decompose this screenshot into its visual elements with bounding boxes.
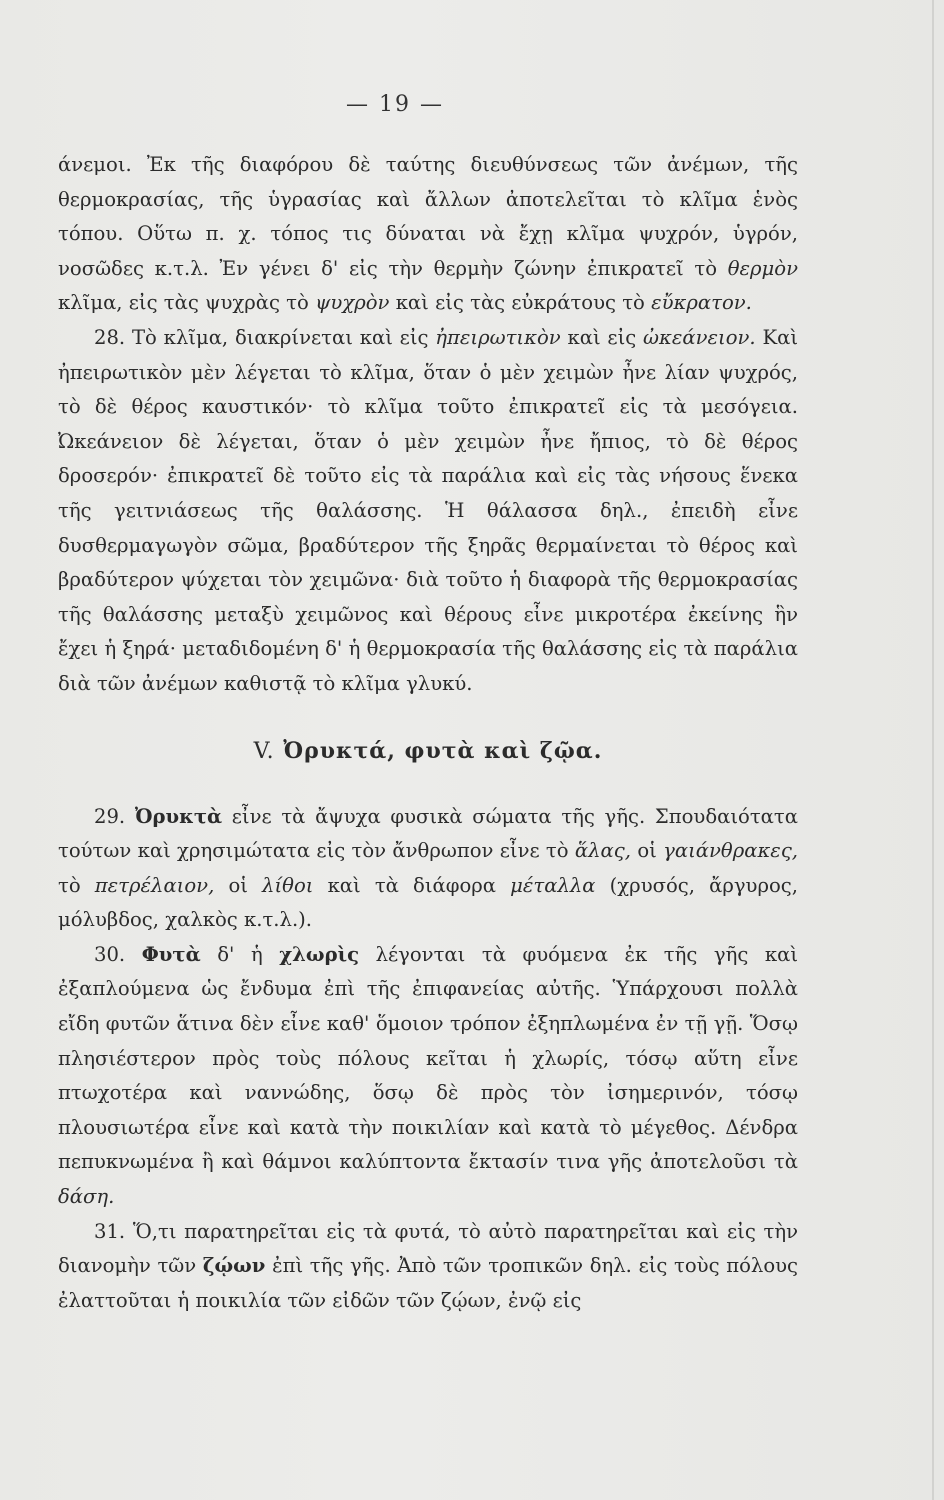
text-run: οἱ — [637, 839, 657, 863]
emphasis-term: ὠκεάνειον. — [643, 325, 756, 349]
emphasis-term: λίθοι — [262, 873, 314, 897]
emphasis-term: ἅλας, — [574, 839, 631, 863]
text-run: (χρυσός, ἄργυρος, μόλυβδος, χαλκὸς κ.τ.λ.). — [58, 873, 798, 932]
paragraph-climate-intro — [58, 148, 798, 321]
text-run: καὶ εἰς — [567, 325, 637, 349]
paragraph-30 — [58, 938, 798, 1215]
text-run: Καὶ ἠπειρωτικὸν μὲν λέγεται τὸ κλῖμα, ὅταν ὁ μὲν χειμὼν ἦνε λίαν ψυχρός, τὸ δὲ θέρος καυστικόν· τὸ κλῖμα τοῦτο ἐπικρατεῖ εἰς τὰ μεσόγεια. Ὠκεάνειον δὲ λέγεται, ὅταν ὁ μὲν χειμὼν ἦνε ἤπιος, τὸ δὲ θέρος δροσερόν· ἐπικρατεῖ δὲ τοῦτο εἰς τὰ παράλια καὶ εἰς τὰς νήσους ἕνεκα τῆς γειτνιάσεως τῆς θαλάσσης. Ἡ θάλασσα δηλ., ἐπειδὴ εἶνε δυσθερμαγωγὸν σῶμα, βραδύτερον τῆς ξηρᾶς θερμαίνεται τὸ θέρος καὶ βραδύτερον ψύχεται τὸν χειμῶνα· διὰ τοῦτο ἡ διαφορὰ τῆς θερμοκρασίας τῆς θαλάσσης μεταξὺ χειμῶνος καὶ θέρους εἶνε μικροτέρα ἐκείνης ἣν ἔχει ἡ ξηρά· μεταδιδομένη δ' ἡ θερμοκρασία τῆς θαλάσσης εἰς τὰ παράλια διὰ τῶν ἀνέμων καθιστᾷ τὸ κλῖμα γλυκύ. — [58, 325, 799, 695]
section-roman-numeral: V. — [253, 738, 275, 764]
paragraph-28 — [58, 321, 798, 702]
paragraph-number: 31. — [94, 1219, 126, 1243]
text-run: καὶ εἰς τὰς εὐκράτους τὸ — [395, 291, 645, 315]
emphasis-term: δάση. — [58, 1185, 115, 1209]
text-run: Ὅ,τι παρατηρεῖται εἰς τὰ φυτά, τὸ αὐτὸ παρατηρεῖται καὶ εἰς τὴν διανομὴν τῶν — [58, 1219, 798, 1278]
paragraph-number: 28. — [94, 325, 126, 349]
page-fold-line — [932, 0, 934, 1500]
text-run: εἶνε τὰ ἄψυχα φυσικὰ σώματα τῆς γῆς. Σπουδαιότατα τούτων καὶ χρησιμώτατα εἰς τὸν ἄνθρωπον εἶνε τὸ — [58, 804, 798, 863]
bold-term: Φυτὰ — [141, 942, 201, 966]
bold-term: χλωρὶς — [279, 942, 360, 966]
text-run: Τὸ κλῖμα, διακρίνεται καὶ εἰς — [131, 325, 429, 349]
text-run: άνεμοι. Ἐκ τῆς διαφόρου δὲ ταύτης διευθύνσεως τῶν ἀνέμων, τῆς θερμοκρασίας, τῆς ὑγρασίας καὶ ἄλλων ἀποτελεῖται τὸ κλῖμα ἑνὸς τόπου. Οὕτω π. χ. τόπος τις δύναται νὰ ἔχῃ κλῖμα ψυχρόν, ὑγρόν, νοσῶδες κ.τ.λ. Ἐν γένει δ' εἰς τὴν θερμὴν ζώνην ἐπικρατεῖ τὸ — [58, 153, 798, 280]
text-run: οἱ — [228, 873, 248, 897]
text-run: τὸ — [58, 873, 81, 897]
section-title: Ὀρυκτά, φυτὰ καὶ ζῷα. — [283, 737, 603, 764]
page-number: — 19 — — [346, 92, 444, 117]
text-run: λέγονται τὰ φυόμενα ἐκ τῆς γῆς καὶ ἐξαπλούμενα ὡς ἔνδυμα ἐπὶ τῆς ἐπιφανείας αὐτῆς. Ὑπάρχουσι πολλὰ εἴδη φυτῶν ἅτινα δὲν εἶνε καθ' ὅμοιον τρόπον ἐξηπλωμένα ἐν τῇ γῇ. Ὅσῳ πλησιέστερον πρὸς τοὺς πόλους κεῖται ἡ χλωρίς, τόσῳ αὕτη εἶνε πτωχοτέρα καὶ ναννώδης, ὅσῳ δὲ πρὸς τὸν ἰσημερινόν, τόσῳ πλουσιωτέρα εἶνε καὶ κατὰ τὴν ποικιλίαν καὶ κατὰ τὸ μέγεθος. Δένδρα πεπυκνωμένα ἢ καὶ θάμνοι καλύπτοντα ἔκτασίν τινα γῆς ἀποτελοῦσι τὰ — [58, 942, 799, 1174]
paragraph-number: 30. — [94, 942, 126, 966]
bold-term: Ὀρυκτὰ — [134, 804, 223, 828]
text-run: δ' ἡ — [217, 942, 263, 966]
emphasis-term: πετρέλαιον, — [94, 873, 215, 897]
text-run: καὶ τὰ διάφορα — [327, 873, 497, 897]
emphasis-term: ἠπειρωτικὸν — [435, 325, 561, 349]
page-body-text — [58, 148, 798, 1318]
paragraph-31 — [58, 1215, 798, 1319]
paragraph-29 — [58, 800, 798, 938]
emphasis-term: μέταλλα — [510, 873, 596, 897]
emphasis-term: ψυχρὸν — [315, 291, 390, 315]
section-heading — [58, 702, 798, 800]
text-run: ἐπὶ τῆς γῆς. Ἀπὸ τῶν τροπικῶν δηλ. εἰς τοὺς πόλους ἐλαττοῦται ἡ ποικιλία τῶν εἰδῶν τῶν ζῴων, ἐνῷ εἰς — [58, 1254, 798, 1312]
bold-term: ζῴων — [202, 1254, 266, 1278]
emphasis-term: γαιάνθρακες, — [663, 839, 799, 863]
emphasis-term: θερμὸν — [727, 256, 798, 280]
emphasis-term: εὔκρατον. — [651, 291, 752, 315]
text-run: κλῖμα, εἰς τὰς ψυχρὰς τὸ — [58, 291, 309, 315]
paragraph-number: 29. — [94, 804, 126, 828]
